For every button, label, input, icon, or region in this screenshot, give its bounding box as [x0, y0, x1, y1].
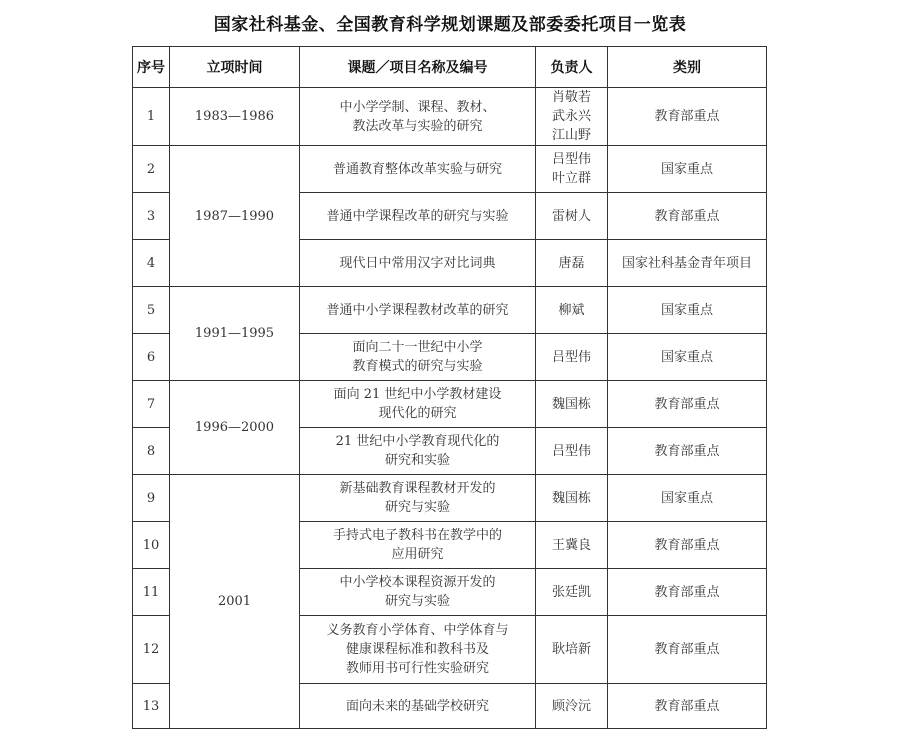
leader-name: 柳斌 — [536, 287, 608, 334]
category-cell: 国家社科基金青年项目 — [608, 240, 767, 287]
project-name: 面向 21 世纪中小学教材建设 现代化的研究 — [300, 381, 536, 428]
leader-name: 耿培新 — [536, 616, 608, 684]
category-cell: 教育部重点 — [608, 88, 767, 146]
leader-name: 顾泠沅 — [536, 684, 608, 729]
projects-table — [132, 46, 767, 729]
period-cell: 1987—1990 — [170, 146, 300, 287]
category-cell: 教育部重点 — [608, 381, 767, 428]
project-name: 现代日中常用汉字对比词典 — [300, 240, 536, 287]
category-cell: 教育部重点 — [608, 193, 767, 240]
header-project: 课题／项目名称及编号 — [300, 47, 536, 88]
leader-name: 王冀良 — [536, 522, 608, 569]
project-name: 义务教育小学体育、中学体育与 健康课程标准和教科书及 教师用书可行性实验研究 — [300, 616, 536, 684]
project-name: 中小学校本课程资源开发的 研究与实验 — [300, 569, 536, 616]
project-name: 普通中学课程改革的研究与实验 — [300, 193, 536, 240]
project-name: 普通教育整体改革实验与研究 — [300, 146, 536, 193]
category-cell: 教育部重点 — [608, 684, 767, 729]
leader-name: 肖敬若 武永兴 江山野 — [536, 88, 608, 146]
category-cell: 国家重点 — [608, 475, 767, 522]
leader-name: 雷树人 — [536, 193, 608, 240]
row-number: 11 — [133, 569, 170, 616]
table-header-row — [133, 47, 767, 88]
header-no: 序号 — [133, 47, 170, 88]
category-cell: 教育部重点 — [608, 569, 767, 616]
project-name: 新基础教育课程教材开发的 研究与实验 — [300, 475, 536, 522]
category-cell: 国家重点 — [608, 287, 767, 334]
leader-name: 吕型伟 叶立群 — [536, 146, 608, 193]
table-row — [133, 475, 767, 522]
row-number: 10 — [133, 522, 170, 569]
table-row — [133, 88, 767, 146]
row-number: 9 — [133, 475, 170, 522]
project-name: 手持式电子教科书在教学中的 应用研究 — [300, 522, 536, 569]
project-name: 21 世纪中小学教育现代化的 研究和实验 — [300, 428, 536, 475]
project-name: 中小学学制、课程、教材、 教法改革与实验的研究 — [300, 88, 536, 146]
leader-name: 魏国栋 — [536, 475, 608, 522]
table-row — [133, 381, 767, 428]
category-cell: 国家重点 — [608, 334, 767, 381]
period-cell: 1996—2000 — [170, 381, 300, 475]
row-number: 7 — [133, 381, 170, 428]
row-number: 13 — [133, 684, 170, 729]
row-number: 8 — [133, 428, 170, 475]
leader-name: 张廷凯 — [536, 569, 608, 616]
row-number: 4 — [133, 240, 170, 287]
period-cell: 2001 — [170, 475, 300, 729]
project-name: 普通中小学课程教材改革的研究 — [300, 287, 536, 334]
category-cell: 教育部重点 — [608, 522, 767, 569]
table-row — [133, 146, 767, 193]
project-name: 面向未来的基础学校研究 — [300, 684, 536, 729]
period-cell: 1991—1995 — [170, 287, 300, 381]
category-cell: 教育部重点 — [608, 616, 767, 684]
row-number: 5 — [133, 287, 170, 334]
row-number: 12 — [133, 616, 170, 684]
header-leader: 负责人 — [536, 47, 608, 88]
leader-name: 吕型伟 — [536, 334, 608, 381]
row-number: 1 — [133, 88, 170, 146]
row-number: 6 — [133, 334, 170, 381]
leader-name: 吕型伟 — [536, 428, 608, 475]
period-cell: 1983—1986 — [170, 88, 300, 146]
row-number: 3 — [133, 193, 170, 240]
document-title: 国家社科基金、全国教育科学规划课题及部委委托项目一览表 — [213, 15, 687, 35]
leader-name: 唐磊 — [536, 240, 608, 287]
category-cell: 教育部重点 — [608, 428, 767, 475]
table-row — [133, 287, 767, 334]
header-category: 类别 — [608, 47, 767, 88]
category-cell: 国家重点 — [608, 146, 767, 193]
row-number: 2 — [133, 146, 170, 193]
header-period: 立项时间 — [170, 47, 300, 88]
leader-name: 魏国栋 — [536, 381, 608, 428]
project-name: 面向二十一世纪中小学 教育模式的研究与实验 — [300, 334, 536, 381]
